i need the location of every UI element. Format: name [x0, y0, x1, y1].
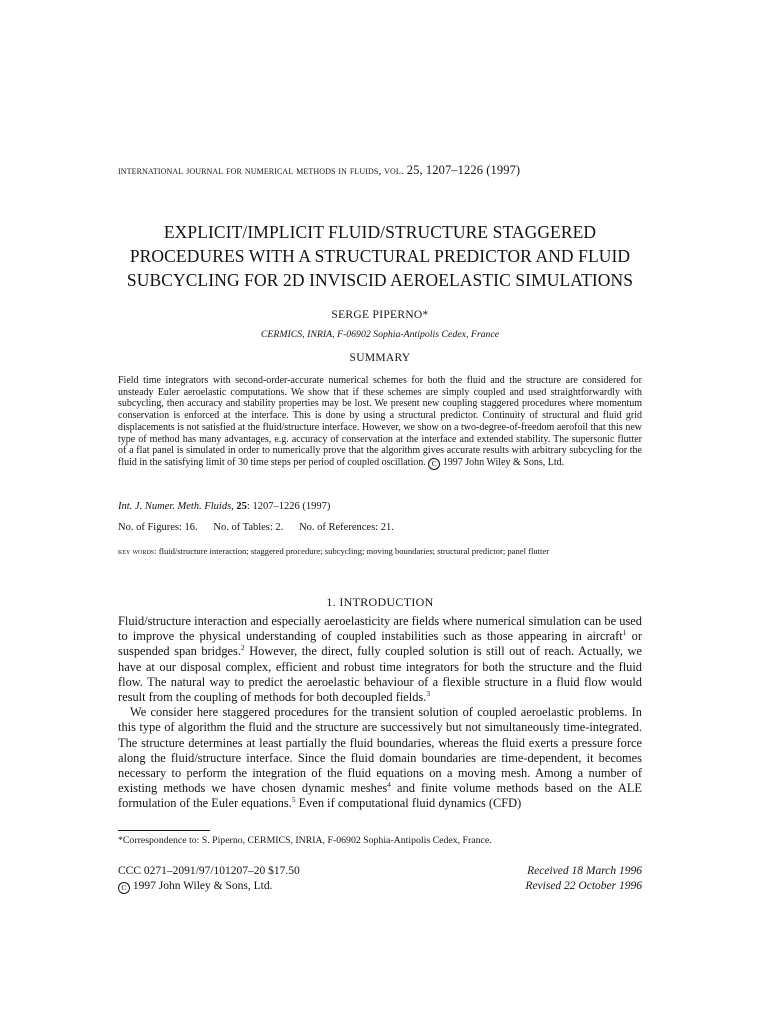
- summary-heading: SUMMARY: [349, 352, 411, 364]
- introduction-body: [118, 614, 642, 812]
- paragraph-text: or suspended span bridges.: [118, 629, 642, 659]
- abstract-text: Field time integrators with second-order-accurate numerical schemes for both the fluid and the structure are considered for unsteady Euler aeroelastic computations. We show that if these schemes are simply coupled and used straightforwardly with subcycling, then accuracy and stability properties may be lost. We present new coupling staggered procedures where momentum conservation is enforced at the interface. This is done by using a structural predictor. Continuity of structural and fluid grid displacements is not satisfied at the fluid/structure interface. However, we show on a two-degree-of-freedom aerofoil that this new type of method has many advantages, e.g. accuracy of conservation at the interface and extended stability. The supersonic flutter of a flat panel is simulated in order to numerically prove that the algorithm gives accurate results with arbitrary subcycling for the fluid in the satisfying limit of 30 time steps per period of coupled oscillation.: [118, 375, 642, 468]
- author-affiliation: CERMICS, INRIA, F-06902 Sophia-Antipolis Cedex, France: [260, 329, 500, 340]
- footnote-divider: [118, 830, 210, 831]
- received-date: Received 18 March 1996: [527, 865, 642, 877]
- author-name: SERGE PIPERNO*: [331, 309, 429, 321]
- ccc-code: CCC 0271–2091/97/101207–20 $17.50: [118, 865, 300, 877]
- journal-name: international journal for numerical methods in fluids, vol.: [118, 165, 404, 177]
- journal-header: [118, 163, 642, 178]
- count-references: No. of References: 21.: [299, 522, 394, 533]
- title-line-2: PROCEDURES WITH A STRUCTURAL PREDICTOR AND FLUID: [129, 246, 631, 266]
- paragraph-text: However, the direct, fully coupled solution is still out of reach. Actually, we have at our disposal complex, efficient and robust time integrators for both the structure and the fluid flow. The natural way to predict the aeroelastic behaviour of a flexible structure in a fluid flow would result from the coupling of methods for both decoupled fields.: [118, 644, 642, 705]
- article-counts: [118, 522, 394, 533]
- keywords: [118, 546, 642, 556]
- footer-copyright: [118, 879, 300, 894]
- abstract: [118, 375, 642, 470]
- count-tables: No. of Tables: 2.: [213, 522, 284, 533]
- footnote: *Correspondence to: S. Piperno, CERMICS, INRIA, F-06902 Sophia-Antipolis Cedex, France.: [118, 835, 492, 846]
- title-line-1: EXPLICIT/IMPLICIT FLUID/STRUCTURE STAGGERED: [163, 222, 597, 242]
- reference-marker: 3: [426, 689, 431, 699]
- footer-left: [118, 864, 300, 894]
- copyright-icon: C: [118, 882, 130, 894]
- paragraph: [118, 705, 642, 811]
- reference-marker: 1: [622, 628, 627, 638]
- reference-marker: 2: [240, 643, 245, 653]
- paragraph-text: Fluid/structure interaction and especially aeroelasticity are fields where numerical simulation can be used to improve the physical understanding of coupled instabilities such as those appearing in aircraft: [118, 614, 642, 644]
- section-heading-introduction: 1. INTRODUCTION: [326, 595, 434, 609]
- paper-title: [118, 220, 642, 292]
- footer-copyright-text: 1997 John Wiley & Sons, Ltd.: [132, 880, 273, 892]
- keywords-label: key words:: [118, 546, 157, 556]
- paragraph-text: Even if computational fluid dynamics (CFD): [295, 796, 522, 811]
- footer-right: [525, 864, 642, 894]
- revised-date: Revised 22 October 1996: [525, 880, 642, 892]
- copyright-icon: C: [428, 458, 440, 470]
- paragraph: [118, 614, 642, 705]
- volume-pages-year: 25, 1207–1226 (1997): [406, 163, 521, 177]
- reference-marker: 4: [387, 780, 391, 790]
- keywords-list: fluid/structure interaction; staggered procedure; subcycling; moving boundaries; structural predictor; panel flutter: [158, 546, 550, 556]
- citation: Int. J. Numer. Meth. Fluids, 25: 1207–1226 (1997): [118, 501, 331, 512]
- citation-volume: 25: [236, 501, 247, 512]
- citation-pages: : 1207–1226 (1997): [246, 501, 331, 512]
- title-line-3: SUBCYCLING FOR 2D INVISCID AEROELASTIC SIMULATIONS: [126, 270, 634, 290]
- citation-journal: Int. J. Numer. Meth. Fluids: [118, 501, 232, 512]
- count-figures: No. of Figures: 16.: [118, 522, 198, 533]
- reference-marker: 5: [291, 795, 296, 805]
- paragraph-text: and finite volume methods based on the ALE formulation of the Euler equations.: [118, 781, 642, 811]
- paragraph-text: We consider here staggered procedures for the transient solution of coupled aeroelastic problems. In this type of algorithm the fluid and the structure are successively but not simultaneously time-integrated. The structure determines at least partially the fluid boundaries, whereas the fluid exerts a pressure force along the fluid/structure interface. Since the fluid domain boundaries are time-dependent, it becomes necessary to perform the integration of the fluid equations on a moving mesh. Among a number of existing methods we have chosen dynamic meshes: [118, 705, 642, 796]
- abstract-copyright: 1997 John Wiley & Sons, Ltd.: [442, 456, 565, 468]
